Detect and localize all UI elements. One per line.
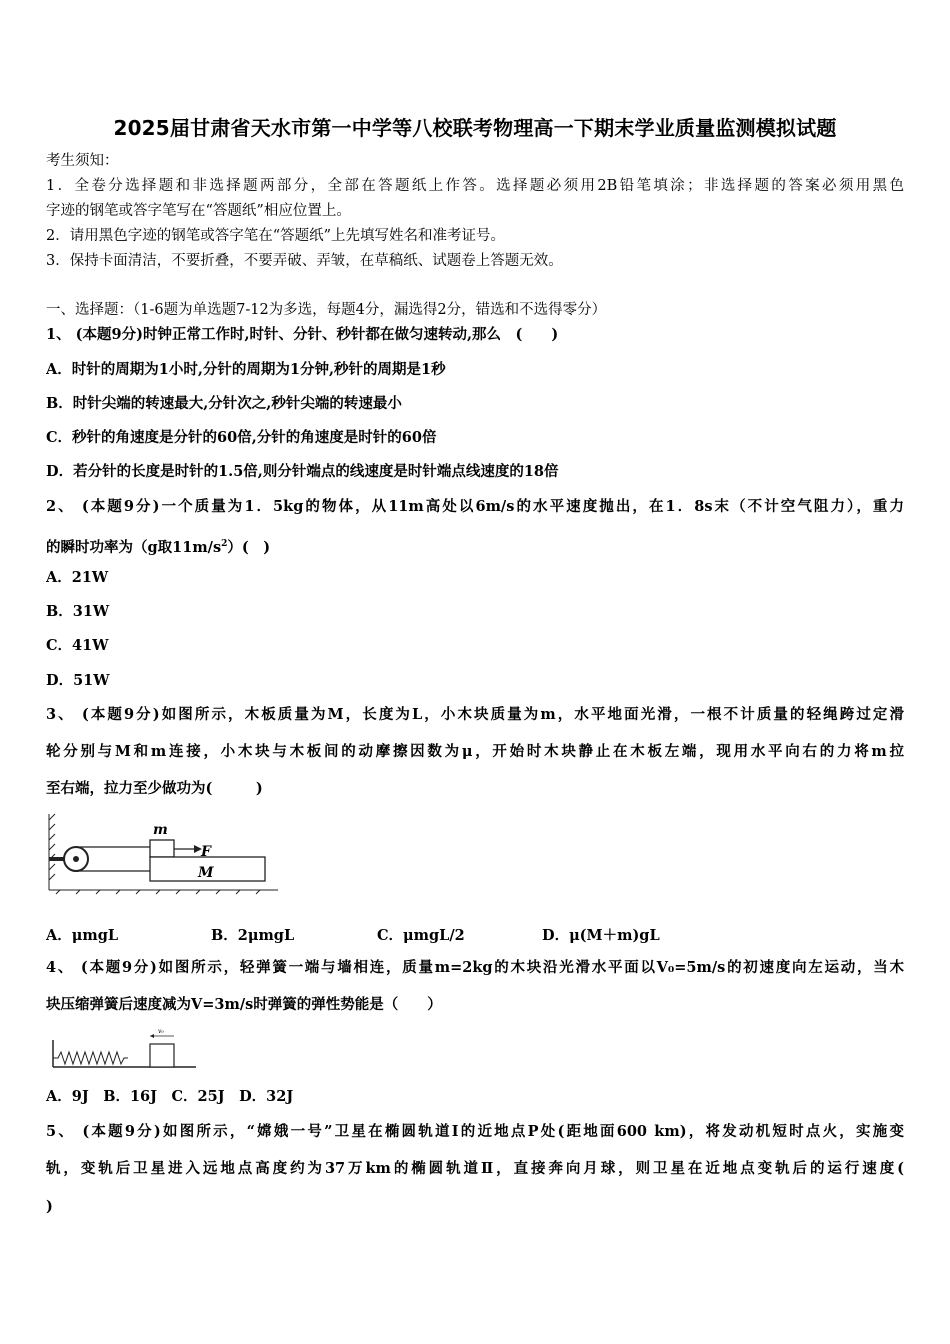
q3-option-b: B．2μmgL — [211, 927, 295, 944]
q4-spring-block-figure — [50, 1026, 198, 1072]
q2-option-a: A．21W — [46, 569, 109, 586]
page-title: 2025届甘肃省天水市第一中学等八校联考物理高一下期末学业质量监测模拟试题 — [113, 116, 837, 140]
q2-option-d: D．51W — [46, 672, 110, 689]
q1-option-a: A．时针的周期为1小时,分针的周期为1分钟,秒针的周期是1秒 — [46, 361, 446, 378]
q3-option-d: D．μ(M＋m)gL — [542, 927, 660, 944]
q3-fig-label-m: m — [153, 822, 168, 838]
q1-option-c: C．秒针的角速度是分针的60倍,分针的角速度是时针的60倍 — [46, 429, 437, 446]
q1-option-b: B．时针尖端的转速最大,分针次之,秒针尖端的转速最小 — [46, 395, 402, 412]
q3-fig-label-M: M — [198, 865, 214, 881]
q2-stem-line2: 的瞬时功率为（g取$11m/s^2$）( ) — [46, 538, 271, 556]
q3-option-c: C．μmgL/2 — [377, 927, 465, 944]
q3-stem-line3: 至右端，拉力至少做功为( ) — [46, 780, 263, 797]
q4-fig-label-v0: v₀ — [158, 1028, 164, 1035]
q4-stem-line1: 4、 (本题9分)如图所示，轻弹簧一端与墙相连，质量m=2kg的木块沿光滑水平面以V₀=5m/s的初速度向左运动，当木 — [46, 959, 904, 976]
notice-item-1-cont: 字迹的钢笔或答字笔写在“答题纸”相应位置上。 — [46, 203, 351, 219]
notice-item-3: 3．保持卡面清洁，不要折叠，不要弄破、弄皱，在草稿纸、试题卷上答题无效。 — [46, 253, 563, 269]
q3-pulley-board-figure — [46, 812, 280, 898]
notice-item-1: 1．全卷分选择题和非选择题两部分，全部在答题纸上作答。选择题必须用2B铅笔填涂；非选择题的答案必须用黑色 — [46, 178, 904, 194]
q1-stem: 1、 (本题9分)时钟正常工作时,时针、分针、秒针都在做匀速转动,那么 ( ) — [46, 326, 559, 343]
notice-heading: 考生须知： — [46, 153, 119, 169]
q5-stem-line1: 5、 (本题9分)如图所示，“嫦娥一号”卫星在椭圆轨道Ⅰ的近地点P处(距地面600 km)，将发动机短时点火，实施变 — [46, 1123, 904, 1140]
q3-option-a: A．μmgL — [46, 927, 119, 944]
q2-option-b: B．31W — [46, 603, 110, 620]
q1-option-d: D．若分针的长度是时针的1.5倍,则分针端点的线速度是时针端点线速度的18倍 — [46, 463, 559, 480]
section-heading: 一、选择题：（1-6题为单选题7-12为多选，每题4分，漏选得2分，错选和不选得零分） — [46, 302, 607, 318]
q2-option-c: C．41W — [46, 637, 109, 654]
q5-stem-line3: ) — [46, 1198, 53, 1215]
q5-stem-line2: 轨，变轨后卫星进入远地点高度约为37万km的椭圆轨道Ⅱ，直接奔向月球，则卫星在近地点变轨后的运行速度( — [46, 1160, 904, 1177]
q3-stem-line2: 轮分别与M和m连接，小木块与木板间的动摩擦因数为μ，开始时木块静止在木板左端，现用水平向右的力将m拉 — [46, 743, 904, 760]
q4-options: A．9J B．16J C．25J D．32J — [46, 1088, 294, 1105]
notice-item-2: 2．请用黑色字迹的钢笔或答字笔在“答题纸”上先填写姓名和准考证号。 — [46, 228, 506, 244]
q3-fig-label-F: F — [201, 844, 211, 860]
q4-stem-line2: 块压缩弹簧后速度减为V=3m/s时弹簧的弹性势能是（ ） — [46, 996, 442, 1013]
q3-stem-line1: 3、 (本题9分)如图所示，木板质量为M，长度为L，小木块质量为m，水平地面光滑，一根不计质量的轻绳跨过定滑 — [46, 706, 904, 723]
q2-stem-line1: 2、 (本题9分)一个质量为1．5kg的物体，从11m高处以6m/s的水平速度抛出，在1．8s末（不计空气阻力），重力 — [46, 498, 904, 515]
